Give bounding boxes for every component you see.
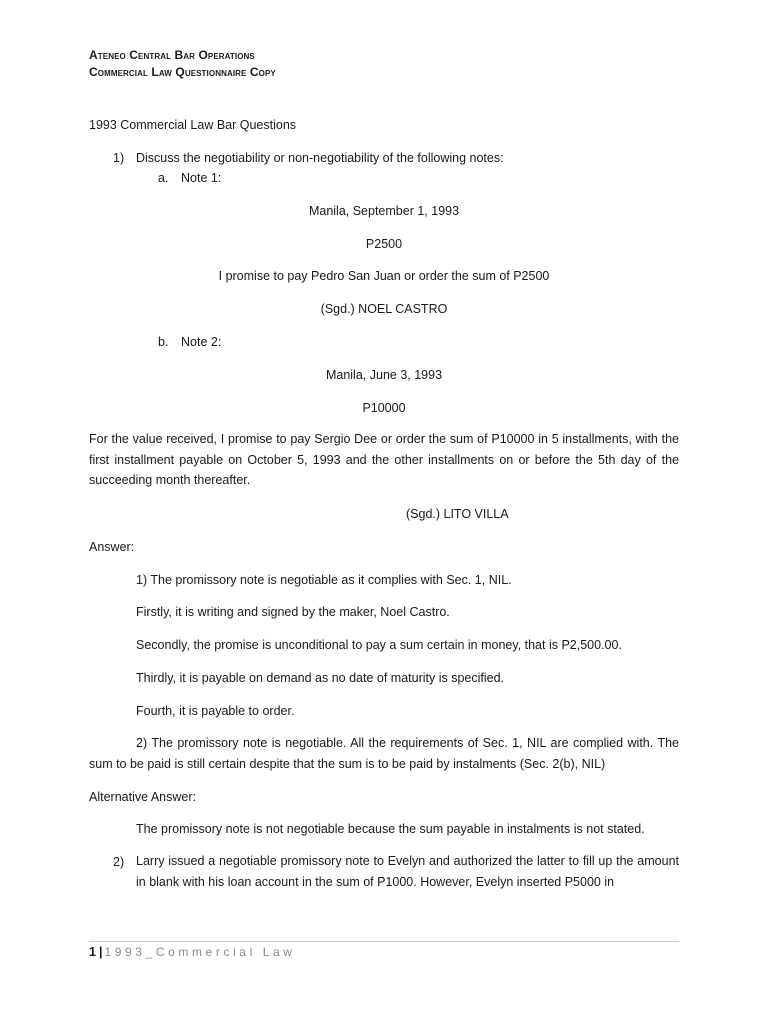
note-a-label: a.	[158, 171, 169, 185]
header-org: Ateneo Central Bar Operations	[89, 48, 255, 62]
answer-label: Answer:	[89, 540, 135, 554]
alternative-answer-text: The promissory note is not negotiable because the sum payable in instalments is not stated.	[136, 822, 645, 836]
note-a-body: I promise to pay Pedro San Juan or order the sum of P2500	[218, 269, 550, 283]
answer-paragraph: 1) The promissory note is negotiable as it complies with Sec. 1, NIL.	[136, 573, 512, 587]
answer-paragraph: Thirdly, it is payable on demand as no date of maturity is specified.	[136, 671, 505, 685]
question-1-text: Discuss the negotiability or non-negotiability of the following notes:	[136, 151, 504, 165]
footer-divider	[89, 941, 679, 942]
page-number: 1	[89, 945, 96, 959]
note-b-body: For the value received, I promise to pay Sergio Dee or order the sum of P10000 in 5 installments, with the first installment payable on October 5, 1993 and the other installments on or before the 5th day of the succeeding month thereafter.	[89, 432, 679, 487]
note-b-place-date: Manila, June 3, 1993	[325, 368, 443, 382]
answer-paragraph: Secondly, the promise is unconditional to pay a sum certain in money, that is P2,500.00.	[136, 638, 622, 652]
page-footer	[89, 944, 296, 960]
alternative-answer-label: Alternative Answer:	[89, 790, 196, 804]
question-1-number: 1)	[113, 151, 125, 165]
document-title: 1993 Commercial Law Bar Questions	[89, 118, 297, 132]
footer-separator: |	[98, 945, 103, 959]
footer-text: 1993_Commercial Law	[104, 945, 296, 959]
header-subtitle: Commercial Law Questionnaire Copy	[89, 65, 276, 79]
note-b-amount: P10000	[362, 401, 406, 415]
question-2-text: Larry issued a negotiable promissory note to Evelyn and authorized the latter to fill up the amount in blank with his loan account in the sum of P1000. However, Evelyn inserted P5000 in	[136, 854, 679, 889]
note-a-amount: P2500	[365, 237, 403, 251]
note-b-label: b.	[158, 335, 169, 349]
answer-paragraph: Firstly, it is writing and signed by the maker, Noel Castro.	[136, 605, 450, 619]
answer-paragraph: Fourth, it is payable to order.	[136, 704, 295, 718]
note-a-title: Note 1:	[181, 171, 222, 185]
note-a-signature: (Sgd.) NOEL CASTRO	[320, 302, 448, 316]
note-b-signature: (Sgd.) LITO VILLA	[406, 507, 509, 521]
answer-paragraph: 2) The promissory note is negotiable. All the requirements of Sec. 1, NIL are complied with. The sum to be paid is still certain despite that the sum is to be paid by instalments (Sec. 2(b), NIL)	[89, 736, 679, 771]
note-a-place-date: Manila, September 1, 1993	[308, 204, 460, 218]
note-b-title: Note 2:	[181, 335, 222, 349]
question-2-number: 2)	[113, 855, 125, 869]
